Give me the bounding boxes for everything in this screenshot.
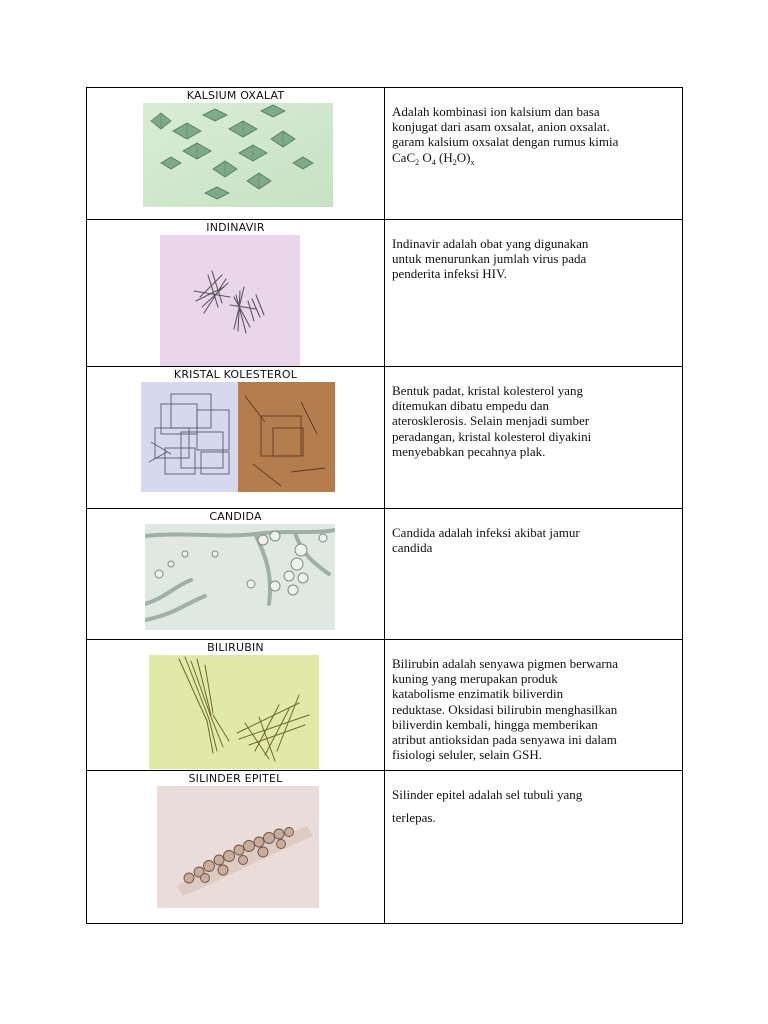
- formula-subscript: 2: [415, 157, 420, 167]
- description-cell: [385, 509, 683, 640]
- description-line: ditemukan dibatu empedu dan: [392, 398, 550, 414]
- description-line: peradangan, kristal kolesterol diyakini: [392, 428, 592, 444]
- description-cell: [385, 640, 683, 771]
- table-row: [87, 220, 683, 367]
- description-line: candida: [392, 540, 433, 556]
- calcium-oxalate-image: [143, 103, 333, 207]
- description-line: fisiologi seluler, selain GSH.: [392, 747, 543, 763]
- description-line: Silinder epitel adalah sel tubuli yang: [392, 787, 583, 802]
- row-description: [385, 640, 682, 762]
- row-description: [385, 771, 682, 825]
- description-line: Bilirubin adalah senyawa pigmen berwarna: [392, 656, 618, 671]
- formula-subscript: 4: [431, 157, 436, 167]
- formula-part: CaC: [392, 149, 416, 165]
- description-line: Adalah kombinasi ion kalsium dan basa: [392, 104, 600, 119]
- image-cell: [87, 509, 385, 640]
- row-title: SILINDER EPITEL: [188, 772, 283, 785]
- description-line: biliverdin kembali, hingga memberikan: [392, 716, 598, 732]
- row-description: [385, 88, 682, 167]
- indinavir-image: [160, 235, 300, 366]
- row-title: KRISTAL KOLESTEROL: [173, 368, 298, 381]
- table-row: [87, 88, 683, 220]
- description-line: Bentuk padat, kristal kolesterol yang: [392, 383, 583, 398]
- chemical-formula: [392, 150, 676, 167]
- row-description: [385, 509, 682, 555]
- row-title: INDINAVIR: [206, 221, 265, 234]
- formula-part: O: [419, 149, 432, 165]
- image-cell: [87, 220, 385, 367]
- bilirubin-image: [149, 655, 319, 769]
- description-line: garam kalsium oxsalat dengan rumus kimia: [392, 134, 619, 150]
- description-line: konjugat dari asam oxsalat, anion oxsalat.: [392, 119, 610, 135]
- description-line: reduktase. Oksidasi bilirubin menghasilkan: [392, 701, 618, 717]
- row-title: CANDIDA: [209, 510, 262, 523]
- table-row: [87, 771, 683, 924]
- row-title: BILIRUBIN: [207, 641, 264, 654]
- table-row: [87, 640, 683, 771]
- description-line: untuk menurunkan jumlah virus pada: [392, 251, 587, 267]
- table-row: [87, 367, 683, 509]
- image-cell: [87, 367, 385, 509]
- formula-part: (H: [435, 149, 453, 165]
- crystal-table: [86, 87, 683, 924]
- image-cell: [87, 88, 385, 220]
- description-line: penderita infeksi HIV.: [392, 266, 507, 282]
- formula-subscript: x: [470, 157, 475, 167]
- description-line: atribut antioksidan pada senyawa ini dalam: [392, 732, 617, 748]
- description-cell: [385, 771, 683, 924]
- description-line: terlepas.: [392, 810, 436, 826]
- description-line: Candida adalah infeksi akibat jamur: [392, 525, 580, 540]
- table-row: [87, 509, 683, 640]
- formula-part: O): [456, 149, 471, 165]
- epithelial-cast-image: [157, 786, 319, 908]
- description-line: aterosklerosis. Selain menjadi sumber: [392, 413, 590, 429]
- candida-image: [145, 524, 335, 630]
- formula-subscript: 2: [452, 157, 457, 167]
- image-cell: [87, 771, 385, 924]
- description-line: Indinavir adalah obat yang digunakan: [392, 236, 589, 251]
- cholesterol-crystal-image: [141, 382, 335, 492]
- description-line: menyebabkan pecahnya plak.: [392, 443, 546, 459]
- description-cell: [385, 88, 683, 220]
- description-line: kuning yang merupakan produk: [392, 671, 558, 687]
- row-description: [385, 220, 682, 282]
- row-description: [385, 367, 682, 459]
- description-cell: [385, 220, 683, 367]
- description-cell: [385, 367, 683, 509]
- row-title: KALSIUM OXALAT: [186, 89, 285, 102]
- image-cell: [87, 640, 385, 771]
- description-line: katabolisme enzimatik biliverdin: [392, 686, 564, 702]
